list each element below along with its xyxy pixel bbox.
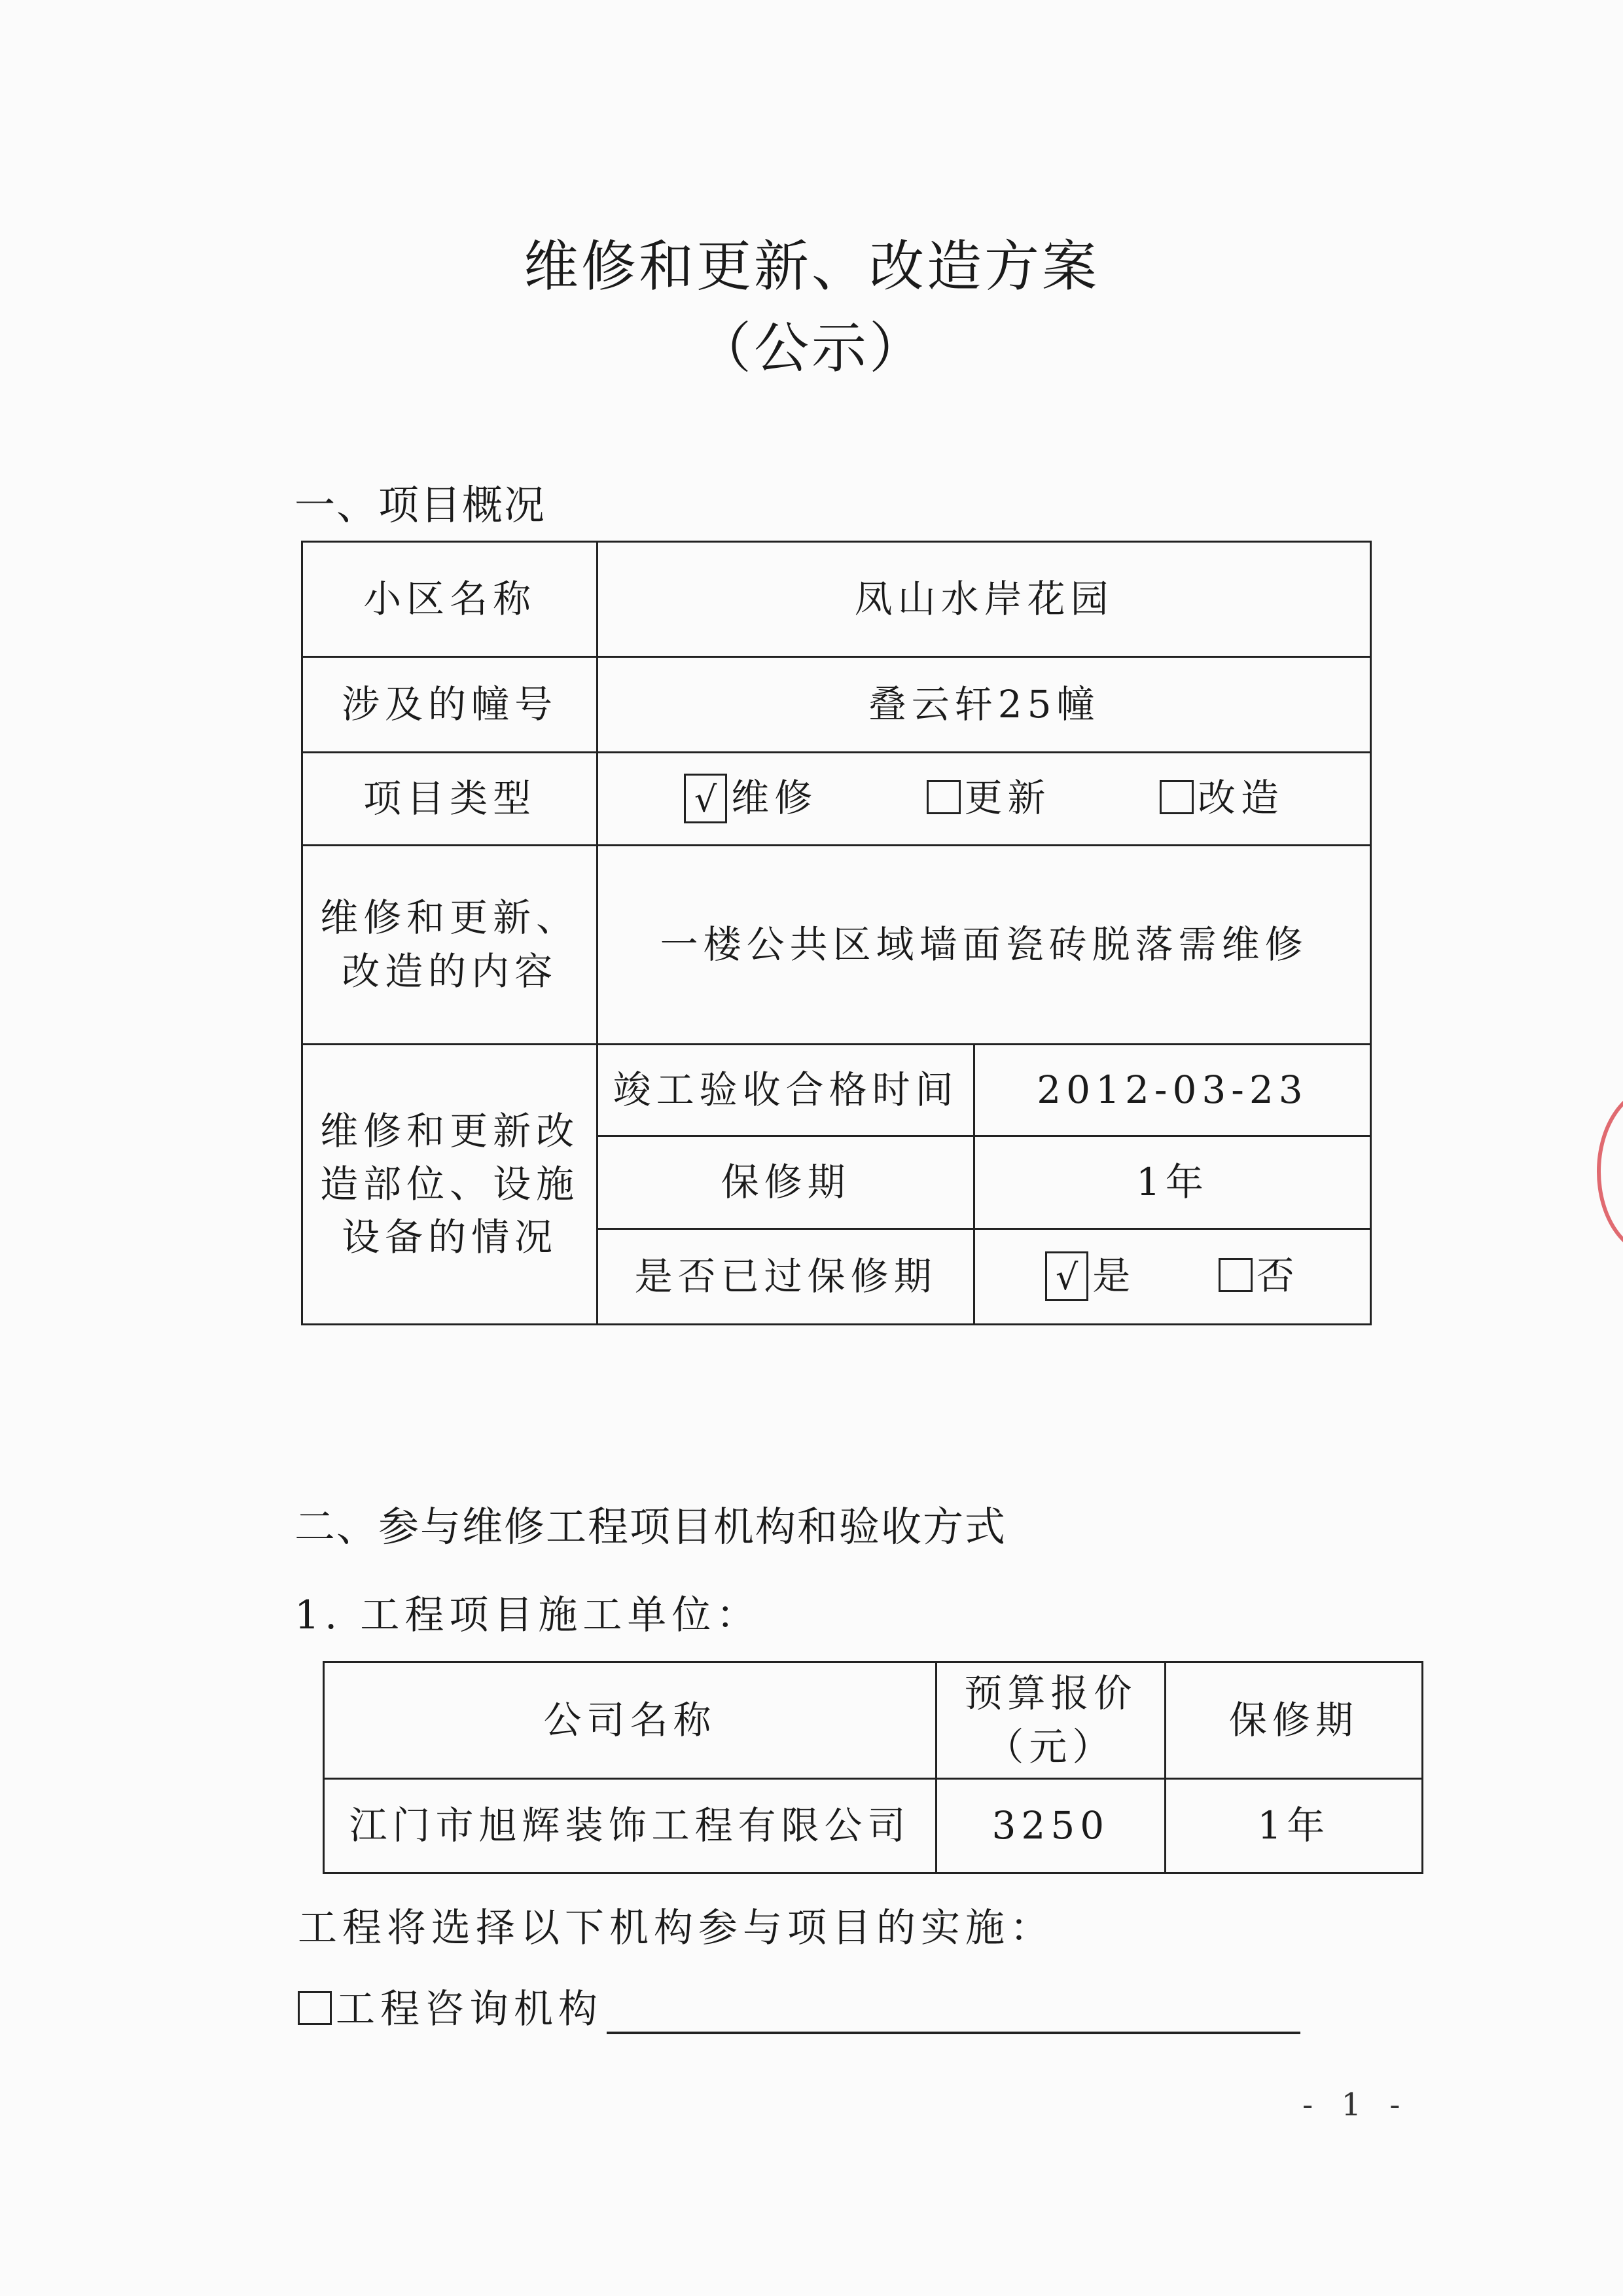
community-label: 小区名称 <box>302 542 597 657</box>
facility-label-line2: 造部位、设施 <box>320 1161 580 1206</box>
table-row <box>302 846 1371 1045</box>
budget-header-line2: （元） <box>986 1724 1116 1769</box>
consult-label: 工程咨询机构 <box>336 1986 603 2032</box>
content-label <box>302 846 597 1045</box>
content-label-line2: 改造的内容 <box>342 948 558 994</box>
consult-option[interactable] <box>298 1978 1300 2034</box>
document-subtitle: （公示） <box>696 316 927 380</box>
facility-label <box>302 1045 597 1325</box>
project-overview-table <box>301 541 1372 1325</box>
document-title: 维修和更新、改造方案 <box>523 234 1099 298</box>
option-renovation-label: 改造 <box>1198 776 1285 821</box>
warranty-value: 1年 <box>974 1136 1370 1229</box>
project-type-label: 项目类型 <box>302 753 597 846</box>
content-label-line1: 维修和更新、 <box>320 895 580 941</box>
institutions-text: 工程将选择以下机构参与项目的实施： <box>298 1905 1054 1951</box>
budget-value: 3250 <box>936 1779 1166 1873</box>
option-repair[interactable] <box>684 772 817 826</box>
contractor-subheading: 1. 工程项目施工单位： <box>294 1592 761 1638</box>
option-no[interactable] <box>1219 1249 1300 1302</box>
option-update-label: 更新 <box>964 776 1051 821</box>
checkbox-empty-icon[interactable] <box>298 1991 332 2025</box>
table-row <box>302 1045 1371 1136</box>
warranty-header: 保修期 <box>1165 1662 1422 1779</box>
option-repair-label: 维修 <box>731 776 818 821</box>
option-renovation[interactable] <box>1160 772 1284 825</box>
page-number: - 1 - <box>1302 2087 1410 2123</box>
checkbox-checked-icon[interactable]: √ <box>684 774 727 823</box>
table-row <box>302 657 1371 753</box>
option-update[interactable] <box>927 772 1051 825</box>
checkbox-checked-icon[interactable]: √ <box>1045 1251 1088 1301</box>
contractor-table <box>323 1661 1423 1874</box>
expired-options <box>974 1229 1370 1325</box>
building-value: 叠云轩25幢 <box>597 657 1371 753</box>
section-heading-overview: 一、项目概况 <box>294 481 546 529</box>
table-row <box>324 1662 1423 1779</box>
table-row <box>302 753 1371 846</box>
checkbox-empty-icon[interactable] <box>927 780 961 814</box>
option-yes[interactable] <box>1045 1249 1135 1304</box>
option-no-label: 否 <box>1256 1253 1300 1299</box>
section-heading-participants: 二、参与维修工程项目机构和验收方式 <box>294 1503 1007 1551</box>
community-value: 凤山水岸花园 <box>597 542 1371 657</box>
table-row <box>302 542 1371 657</box>
checkbox-empty-icon[interactable] <box>1160 780 1194 814</box>
option-yes-label: 是 <box>1092 1253 1136 1299</box>
table-row <box>324 1779 1423 1873</box>
warranty-label: 保修期 <box>597 1136 974 1229</box>
content-value: 一楼公共区域墙面瓷砖脱落需维修 <box>597 846 1371 1045</box>
expired-label: 是否已过保修期 <box>597 1229 974 1325</box>
budget-header-line1: 预算报价 <box>964 1671 1137 1716</box>
checkbox-empty-icon[interactable] <box>1219 1258 1253 1292</box>
facility-label-line3: 设备的情况 <box>342 1215 558 1260</box>
contract-warranty-value: 1年 <box>1165 1779 1422 1873</box>
fill-in-line[interactable] <box>607 1992 1300 2034</box>
red-seal-stamp <box>1597 1086 1623 1257</box>
acceptance-value: 2012-03-23 <box>974 1045 1370 1136</box>
budget-header <box>936 1662 1166 1779</box>
building-label: 涉及的幢号 <box>302 657 597 753</box>
acceptance-label: 竣工验收合格时间 <box>597 1045 974 1136</box>
company-value: 江门市旭辉装饰工程有限公司 <box>324 1779 936 1873</box>
facility-label-line1: 维修和更新改 <box>320 1108 580 1153</box>
company-header: 公司名称 <box>324 1662 936 1779</box>
project-type-options <box>597 753 1371 846</box>
